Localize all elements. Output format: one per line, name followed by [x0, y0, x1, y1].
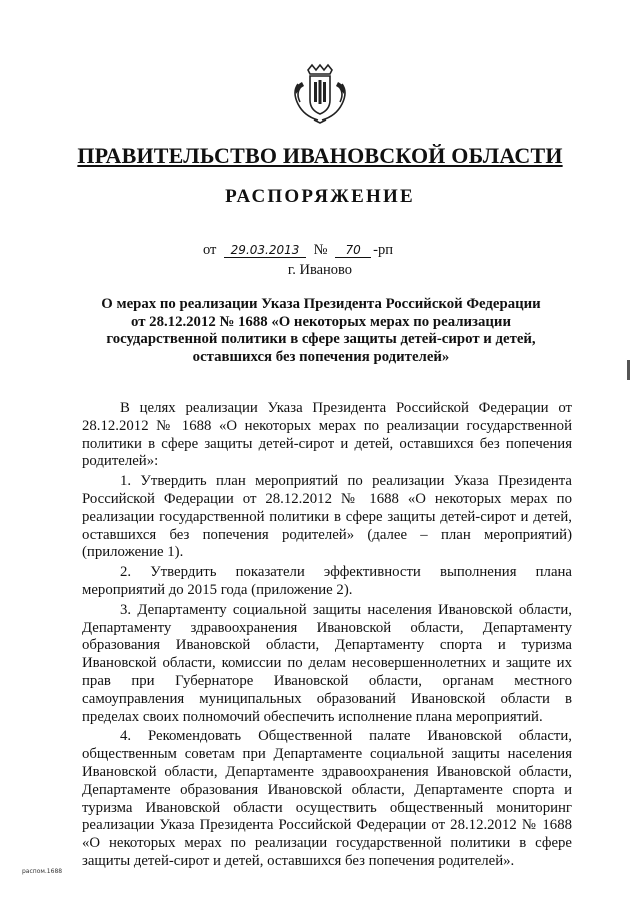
body-paragraph: В целях реализации Указа Президента Российской Федерации от 28.12.2012 № 1688 «О некоторых мерах по реализации государственной политики в сфере защиты детей-сирот и детей, оставшихся без попечения родителей»: [82, 400, 572, 470]
body-paragraph: 2. Утвердить показатели эффективности выполнения плана мероприятий до 2015 года (приложение 2). [82, 564, 572, 598]
heading-line: О мерах по реализации Указа Президента Российской Федерации [101, 296, 541, 312]
heading-line: от 28.12.2012 № 1688 «О некоторых мерах по реализации [131, 313, 511, 330]
coat-of-arms-icon [290, 62, 350, 124]
body-paragraph: 3. Департаменту социальной защиты населения Ивановской области, Департаменту здравоохранения Ивановской области, Департаменту образования Ивановской области, Департаменту спорта и туризма Ивановской области, комиссии по делам несовершеннолетних и защите их прав при Губернаторе Ивановской области, органам местного самоуправления муниципальных образований Ивановской области в пределах своих полномочий обеспечить исполнение плана мероприятий. [82, 601, 572, 725]
margin-mark [627, 360, 630, 380]
document-type: РАСПОРЯЖЕНИЕ [225, 186, 415, 207]
body-paragraph: 4. Рекомендовать Общественной палате Ивановской области, общественным советам при Департаменте социальной защиты населения Ивановской области, Департаменте здравоохранения Ивановской области, Департаменте образования Ивановской области, Департаменте спорта и туризма Ивановской области осуществить общественный мониторинг реализации Указа Президента Российской Федерации от 28.12.2012 № 1688 «О некоторых мерах по реализации государственной политики в сфере защиты детей-сирот и детей, оставшихся без попечения родителей». [82, 728, 572, 869]
document-heading [82, 296, 560, 366]
document-body [82, 400, 572, 871]
heading-line: государственной политики в сфере защиты детей-сирот и детей, [106, 331, 536, 347]
organization-title: ПРАВИТЕЛЬСТВО ИВАНОВСКОЙ ОБЛАСТИ [77, 143, 563, 168]
number-prefix: № [313, 242, 328, 258]
footer-code: распом.1688 [22, 868, 63, 875]
number-suffix: -рп [373, 242, 393, 258]
date-number-line [203, 242, 393, 259]
handwritten-number: 70 [335, 243, 371, 258]
body-paragraph: 1. Утвердить план мероприятий по реализации Указа Президента Российской Федерации от 28.12.2012 № 1688 «О некоторых мерах по реализации государственной политики в сфере защиты детей-сирот и детей, оставшихся без попечения родителей» (далее – план мероприятий) (приложение 1). [82, 473, 572, 561]
handwritten-date: 29.03.2013 [224, 243, 306, 258]
date-prefix: от [203, 242, 217, 258]
city: г. Иваново [287, 262, 353, 278]
heading-line: оставшихся без попечения родителей» [192, 348, 450, 365]
